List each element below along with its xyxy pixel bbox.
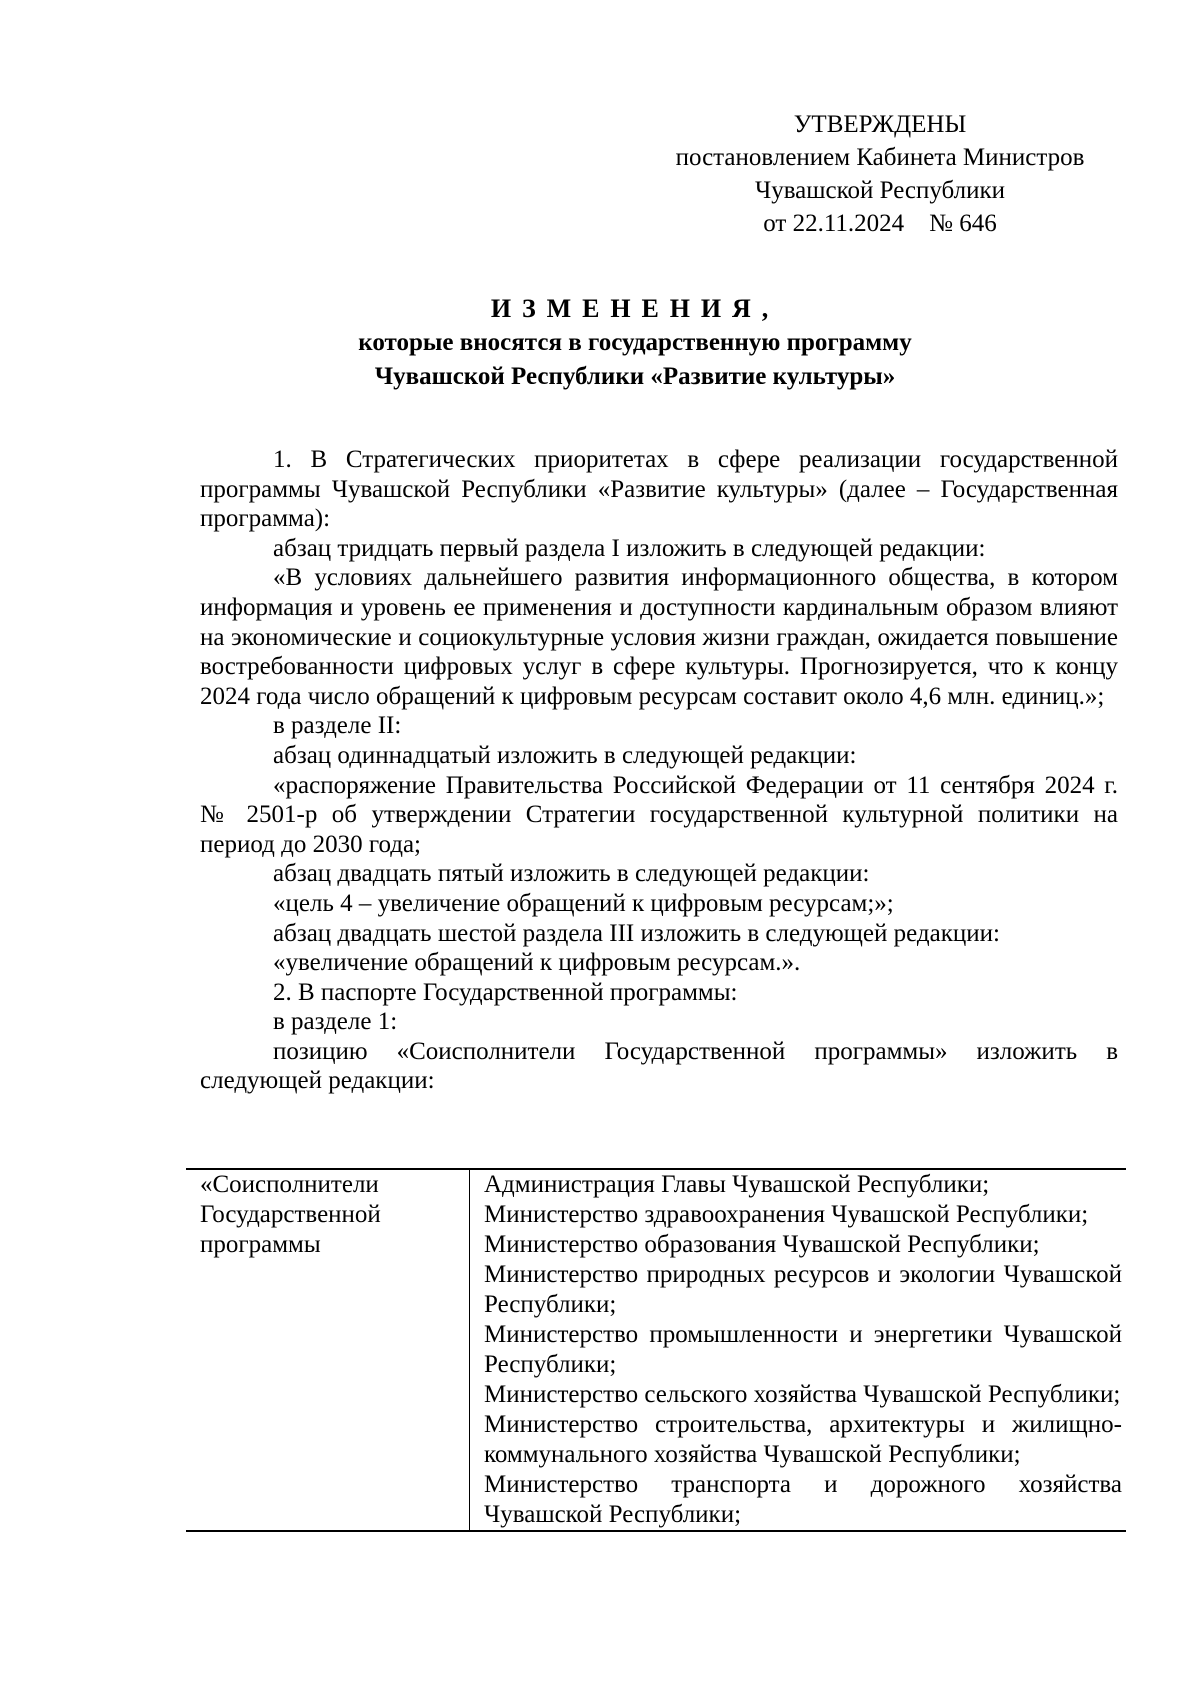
paragraph: «распоряжение Правительства Российской Федерации от 11 сентября 2024 г. № 2501-р об утверждении Стратегии государственной культурной политики на период до 2030 года; <box>200 771 1118 858</box>
coexecutors-table <box>186 1168 1126 1532</box>
document-heading <box>200 292 1070 394</box>
list-item: Министерство строительства, архитектуры и жилищно-коммунального хозяйства Чувашской Республики; <box>484 1411 1122 1468</box>
list-item: Министерство здравоохранения Чувашской Республики; <box>484 1201 1089 1228</box>
table-cell-label: «Соисполнители Государственной программы <box>186 1169 470 1531</box>
approval-date-number: от 22.11.2024 № 646 <box>763 210 997 237</box>
paragraph: абзац одиннадцатый изложить в следующей редакции: <box>273 741 857 769</box>
list-item: Министерство сельского хозяйства Чувашской Республики; <box>484 1381 1121 1408</box>
list-item: Министерство образования Чувашской Республики; <box>484 1231 1040 1258</box>
table-row <box>186 1169 1126 1531</box>
paragraph: абзац двадцать пятый изложить в следующей редакции: <box>273 860 870 888</box>
approval-title: УТВЕРЖДЕНЫ <box>793 111 967 138</box>
document-body <box>200 445 1118 1096</box>
paragraph: в разделе 1: <box>273 1008 398 1036</box>
list-item: Министерство природных ресурсов и экологии Чувашской Республики; <box>484 1261 1122 1318</box>
paragraph: «В условиях дальнейшего развития информационного общества, в котором информация и уровень ее применения и доступности кардинальным образом влияют на экономические и социокультурные условия жизни граждан, ожидается повышение востребованности цифровых услуг в сфере культуры. Прогнозируется, что к концу 2024 года число обращений к цифровым ресурсам составит около 4,6 млн. единиц.»; <box>200 564 1118 710</box>
paragraph: «увеличение обращений к цифровым ресурсам.». <box>273 949 801 977</box>
list-item: Министерство транспорта и дорожного хозяйства Чувашской Республики; <box>484 1471 1122 1528</box>
paragraph: 1. В Стратегических приоритетах в сфере реализации государственной программы Чувашской Республики «Развитие культуры» (далее – Государственная программа): <box>200 446 1118 533</box>
paragraph: в разделе II: <box>273 712 402 740</box>
paragraph: абзац двадцать шестой раздела III изложить в следующей редакции: <box>273 919 1000 947</box>
approval-region: Чувашской Республики <box>754 177 1006 204</box>
document-subtitle-line-1: которые вносятся в государственную программу <box>358 329 912 356</box>
paragraph: позицию «Соисполнители Государственной программы» изложить в следующей редакции: <box>200 1037 1118 1095</box>
approval-stamp <box>640 108 1120 240</box>
approval-authority: постановлением Кабинета Министров <box>675 144 1085 171</box>
document-title: ИЗМЕНЕНИЯ, <box>490 294 780 323</box>
table-cell-organizations <box>470 1169 1127 1531</box>
paragraph: 2. В паспорте Государственной программы: <box>273 978 738 1006</box>
document-subtitle-line-2: Чувашской Республики «Развитие культуры» <box>374 363 896 390</box>
list-item: Министерство промышленности и энергетики Чувашской Республики; <box>484 1321 1122 1378</box>
paragraph: «цель 4 – увеличение обращений к цифровым ресурсам;»; <box>273 889 894 917</box>
list-item: Администрация Главы Чувашской Республики; <box>484 1171 990 1198</box>
paragraph: абзац тридцать первый раздела I изложить в следующей редакции: <box>273 534 986 562</box>
